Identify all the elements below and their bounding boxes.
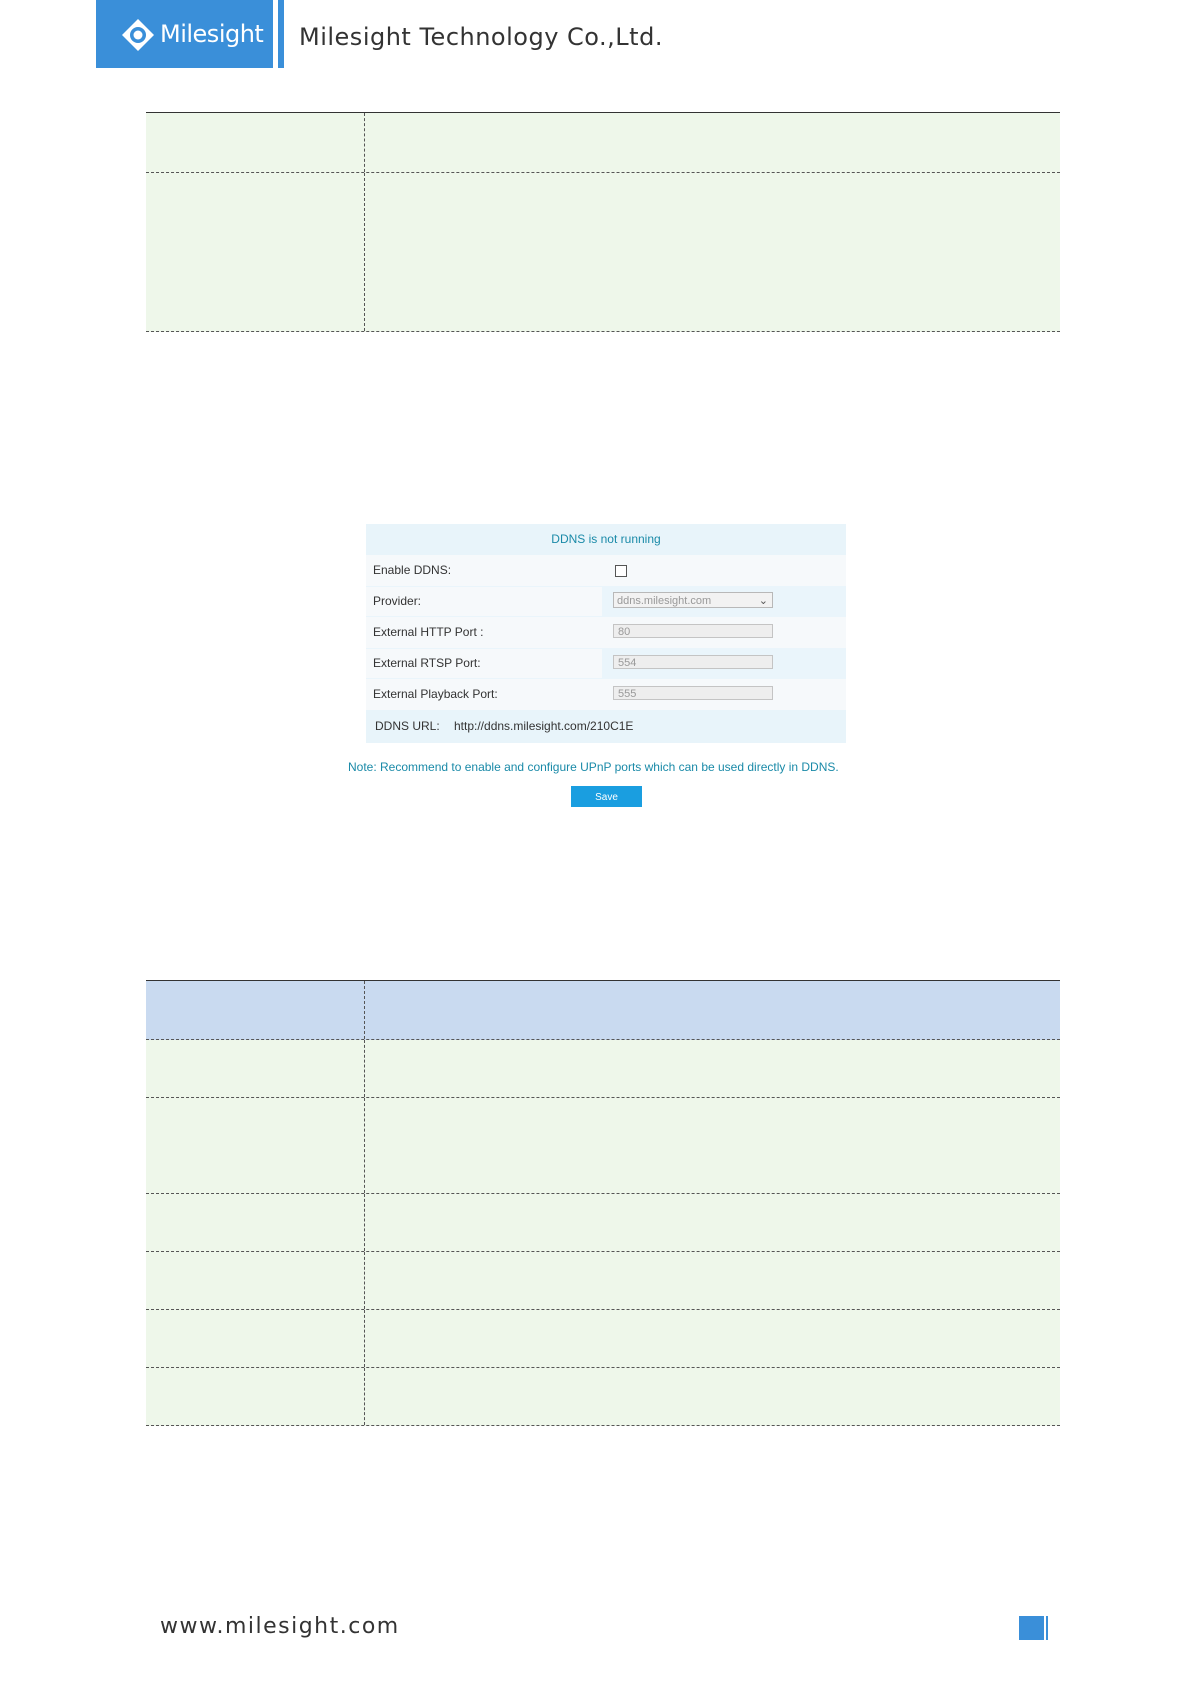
page-number-box bbox=[1019, 1616, 1044, 1640]
logo-text: Milesight bbox=[160, 20, 264, 48]
ddns-url-row bbox=[366, 710, 846, 743]
table-row bbox=[146, 1252, 1060, 1310]
table-row bbox=[146, 113, 1060, 173]
provider-label: Provider: bbox=[373, 594, 422, 608]
footer-website: www.milesight.com bbox=[160, 1614, 400, 1639]
rtsp-port-row bbox=[366, 648, 846, 679]
table-row bbox=[146, 1040, 1060, 1098]
http-port-label: External HTTP Port : bbox=[373, 625, 484, 639]
http-port-row bbox=[366, 617, 846, 648]
playback-port-input[interactable]: 555 bbox=[613, 686, 773, 700]
ddns-url-value: http://ddns.milesight.com/210C1E bbox=[454, 719, 634, 733]
ddns-url-label: DDNS URL: bbox=[375, 719, 440, 733]
logo-accent-bar bbox=[278, 0, 284, 68]
enable-ddns-row bbox=[366, 555, 846, 586]
http-port-input[interactable]: 80 bbox=[613, 624, 773, 638]
milesight-logo-icon bbox=[121, 18, 155, 52]
upnp-note: Note: Recommend to enable and configure UPnP ports which can be used directly in DDNS. bbox=[348, 760, 839, 774]
rtsp-port-input[interactable]: 554 bbox=[613, 655, 773, 669]
provider-select[interactable] bbox=[613, 592, 773, 608]
playback-port-row bbox=[366, 679, 846, 710]
ddns-status: DDNS is not running bbox=[366, 524, 846, 555]
save-button[interactable]: Save bbox=[571, 786, 642, 807]
parameter-table-top bbox=[146, 112, 1060, 332]
page-number-accent bbox=[1046, 1616, 1048, 1640]
table-row bbox=[146, 1194, 1060, 1252]
table-row bbox=[146, 173, 1060, 332]
table-row bbox=[146, 1310, 1060, 1368]
table-row bbox=[146, 1368, 1060, 1426]
table-header-row bbox=[146, 981, 1060, 1040]
playback-port-label: External Playback Port: bbox=[373, 687, 498, 701]
chevron-down-icon: ⌄ bbox=[758, 595, 768, 607]
ddns-settings-panel bbox=[366, 524, 846, 743]
company-name: Milesight Technology Co.,Ltd. bbox=[299, 23, 663, 51]
provider-row bbox=[366, 586, 846, 617]
provider-select-value: ddns.milesight.com bbox=[617, 595, 712, 607]
parameter-table-bottom bbox=[146, 980, 1060, 1426]
rtsp-port-label: External RTSP Port: bbox=[373, 656, 481, 670]
enable-ddns-label: Enable DDNS: bbox=[373, 563, 452, 577]
enable-ddns-checkbox[interactable] bbox=[615, 565, 627, 577]
table-row bbox=[146, 1098, 1060, 1194]
